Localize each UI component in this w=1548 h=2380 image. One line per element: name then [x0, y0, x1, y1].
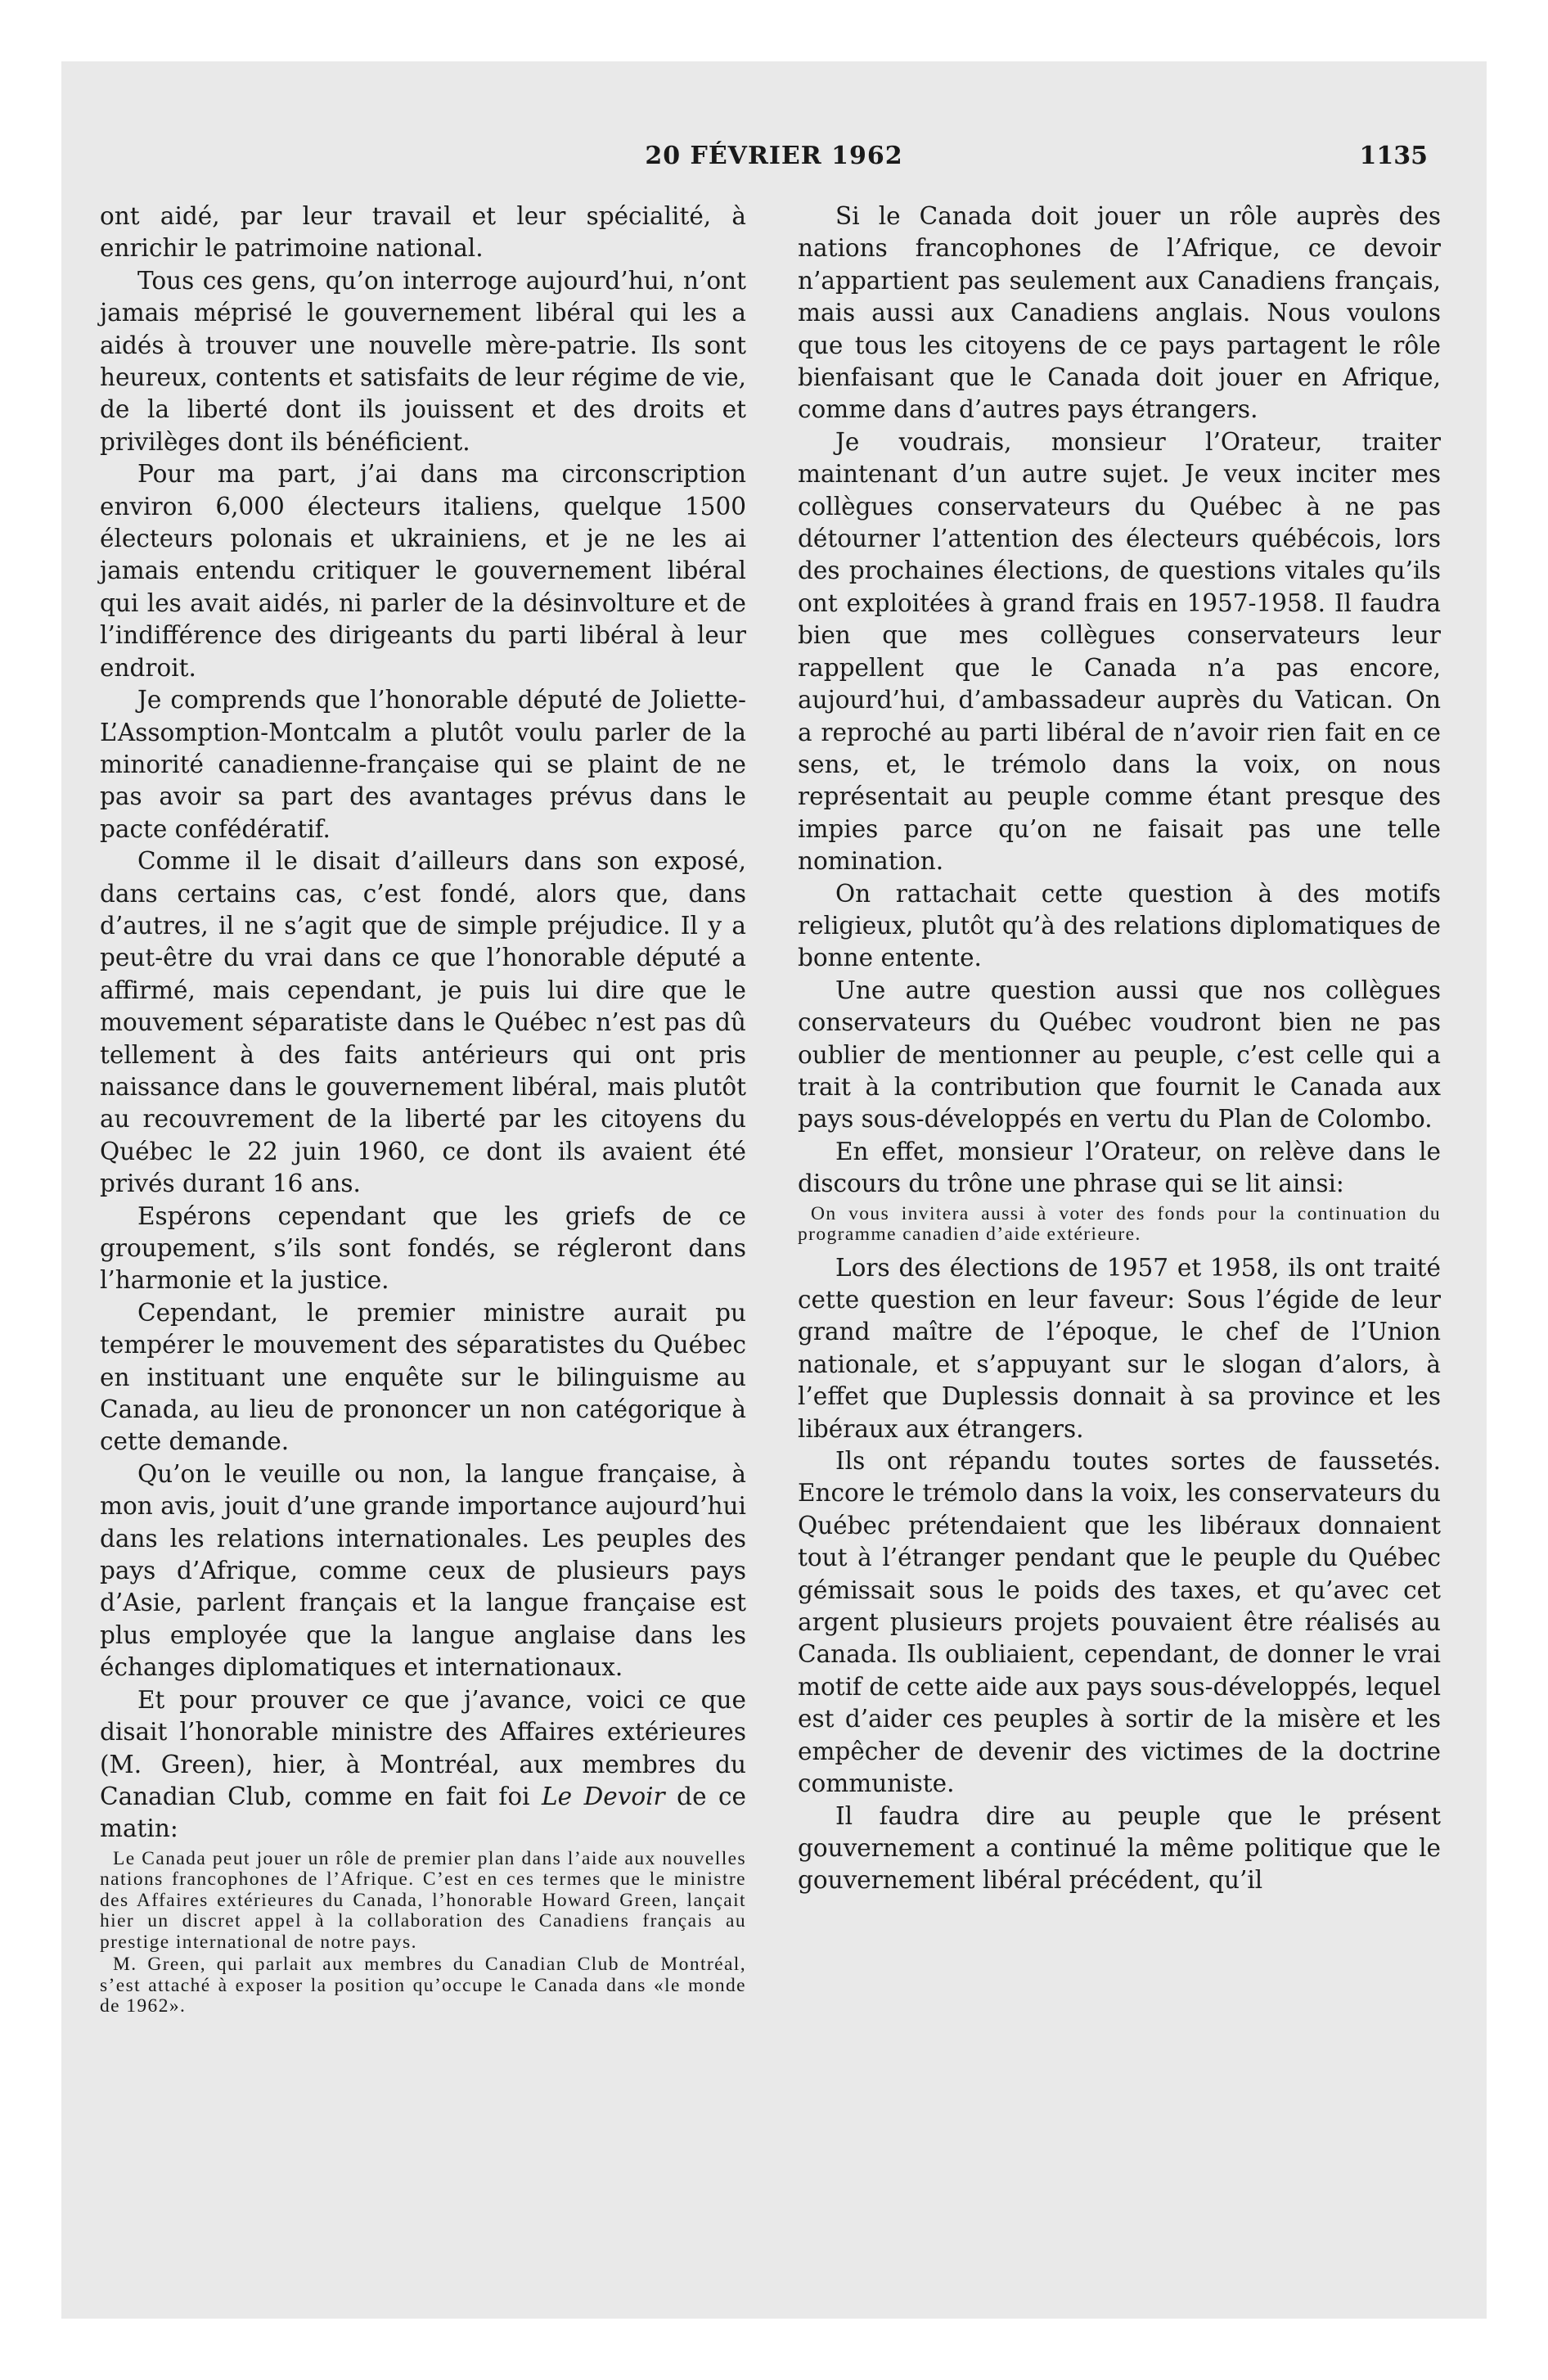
right-column — [798, 201, 1441, 1897]
newspaper-title: Le Devoir — [542, 1782, 665, 1810]
paragraph: Qu’on le veuille ou non, la langue française, à mon avis, jouit d’une grande importance aujourd’hui dans les relations internationales. Les peuples des pays d’Afrique, comme ceux de plusieurs pays d’Asie, parlent français et la langue française est plus employée que la langue anglaise dans les échanges diplomatiques et internationaux. — [100, 1459, 746, 1682]
quoted-excerpt: On vous invitera aussi à voter des fonds pour la continuation du programme canadien d’aide extérieure. — [798, 1202, 1441, 1246]
paragraph — [100, 1684, 746, 1846]
paragraph: ont aidé, par leur travail et leur spécialité, à enrichir le patrimoine national. — [100, 202, 746, 263]
paragraph: Tous ces gens, qu’on interroge aujourd’hui, n’ont jamais méprisé le gouvernement libéral qui les a aidés à trouver une nouvelle mère-patrie. Ils sont heureux, contents et satisfaits de leur régime de vie, de la liberté dont ils jouissent et des droits et privilèges dont ils bénéficient. — [100, 266, 746, 456]
paragraph: Espérons cependant que les griefs de ce groupement, s’ils sont fondés, se régleront dans l’harmonie et la justice. — [100, 1201, 746, 1295]
paragraph: Ils ont répandu toutes sortes de faussetés. Encore le trémolo dans la voix, les conservateurs du Québec prétendaient que les libéraux donnaient tout à l’étranger pendant que le peuple du Québec gémissait sous le poids des taxes, et qu’avec cet argent plusieurs projets pouvaient être réalisés au Canada. Ils oubliaient, cependant, de donner le vrai motif de cette aide aux pays sous-développés, lequel est d’aider ces peuples à sortir de la misère et les empêcher de devenir des victimes de la doctrine communiste. — [798, 1447, 1442, 1798]
page-number: 1135 — [1359, 142, 1428, 170]
paragraph: On rattachait cette question à des motifs religieux, plutôt qu’à des relations diplomatiques de bonne entente. — [798, 879, 1441, 972]
paragraph: Si le Canada doit jouer un rôle auprès des nations francophones de l’Afrique, ce devoir n’appartient pas seulement aux Canadiens français, mais aussi aux Canadiens anglais. Nous voulons que tous les citoyens de ce pays partagent le rôle bienfaisant que le Canada doit jouer en Afrique, comme dans d’autres pays étrangers. — [798, 202, 1441, 424]
header-date: 20 FÉVRIER 1962 — [645, 142, 903, 170]
page-header — [61, 142, 1487, 191]
document-page — [61, 61, 1487, 2319]
paragraph: Cependant, le premier ministre aurait pu tempérer le mouvement des séparatistes du Québec en instituant une enquête sur le bilinguisme au Canada, au lieu de prononcer un non catégorique à cette demande. — [100, 1298, 746, 1456]
quoted-excerpt: Le Canada peut jouer un rôle de premier plan dans l’aide aux nouvelles nations francophones de l’Afrique. C’est en ces termes que le ministre des Affaires extérieures du Canada, l’honorable Howard Green, lançait hier un discret appel à la collaboration des Canadiens français au prestige international de notre pays. — [100, 1847, 746, 1953]
paragraph: Pour ma part, j’ai dans ma circonscription environ 6,000 électeurs italiens, quelque 1500 électeurs polonais et ukrainiens, et je ne les ai jamais entendu critiquer le gouvernement libéral qui les avait aidés, ni parler de la désinvolture et de l’indifférence des dirigeants du parti libéral à leur endroit. — [100, 460, 746, 682]
left-column — [100, 201, 746, 2017]
paragraph: Il faudra dire au peuple que le présent gouvernement a continué la même politique que le gouvernement libéral précédent, qu’il — [798, 1801, 1441, 1895]
paragraph: Lors des élections de 1957 et 1958, ils ont traité cette question en leur faveur: Sous l’égide de leur grand maître de l’époque, le chef de l’Union nationale, et s’appuyant sur le slogan d’alors, à l’effet que Duplessis donnait à sa province et les libéraux aux étrangers. — [798, 1253, 1441, 1443]
paragraph: Comme il le disait d’ailleurs dans son exposé, dans certains cas, c’est fondé, alors que, dans d’autres, il ne s’agit que de simple préjudice. Il y a peut-être du vrai dans ce que l’honorable député a affirmé, mais cependant, je puis lui dire que le mouvement séparatiste dans le Québec n’est pas dû tellement à des faits antérieurs qui ont pris naissance dans le gouvernement libéral, mais plutôt au recouvrement de la liberté par les citoyens du Québec le 22 juin 1960, ce dont ils avaient été privés durant 16 ans. — [100, 847, 746, 1198]
paragraph: Une autre question aussi que nos collègues conservateurs du Québec voudront bien ne pas oublier de mentionner au peuple, c’est celle qui a trait à la contribution que fournit le Canada aux pays sous-développés en vertu du Plan de Colombo. — [798, 976, 1441, 1134]
paragraph-text: de ce matin: — [100, 1782, 747, 1843]
quoted-excerpt: M. Green, qui parlait aux membres du Canadian Club de Montréal, s’est attaché à exposer la position qu’occupe le Canada dans «le monde de 1962». — [100, 1954, 746, 2017]
paragraph: Je comprends que l’honorable député de Joliette-L’Assomption-Montcalm a plutôt voulu parler de la minorité canadienne-française qui se plaint de ne pas avoir sa part des avantages prévus dans le pacte confédératif. — [100, 686, 746, 843]
paragraph: Je voudrais, monsieur l’Orateur, traiter maintenant d’un autre sujet. Je veux inciter mes collègues conservateurs du Québec à ne pas détourner l’attention des électeurs québécois, lors des prochaines élections, de questions vitales qu’ils ont exploitées à grand frais en 1957-1958. Il faudra bien que mes collègues conservateurs leur rappellent que le Canada n’a pas encore, aujourd’hui, d’ambassadeur auprès du Vatican. On a reproché au parti libéral de n’avoir rien fait en ce sens, et, le trémolo dans la voix, on nous représentait au peuple comme étant presque des impies parce qu’on ne faisait pas une telle nomination. — [798, 427, 1441, 876]
paragraph: En effet, monsieur l’Orateur, on relève dans le discours du trône une phrase qui se lit ainsi: — [798, 1137, 1441, 1198]
paragraph-text: Et pour prouver ce que j’avance, voici ce que disait l’honorable ministre des Affaires extérieures (M. Green), hier, à Montréal, aux membres du Canadian Club, comme en fait foi — [100, 1685, 746, 1810]
